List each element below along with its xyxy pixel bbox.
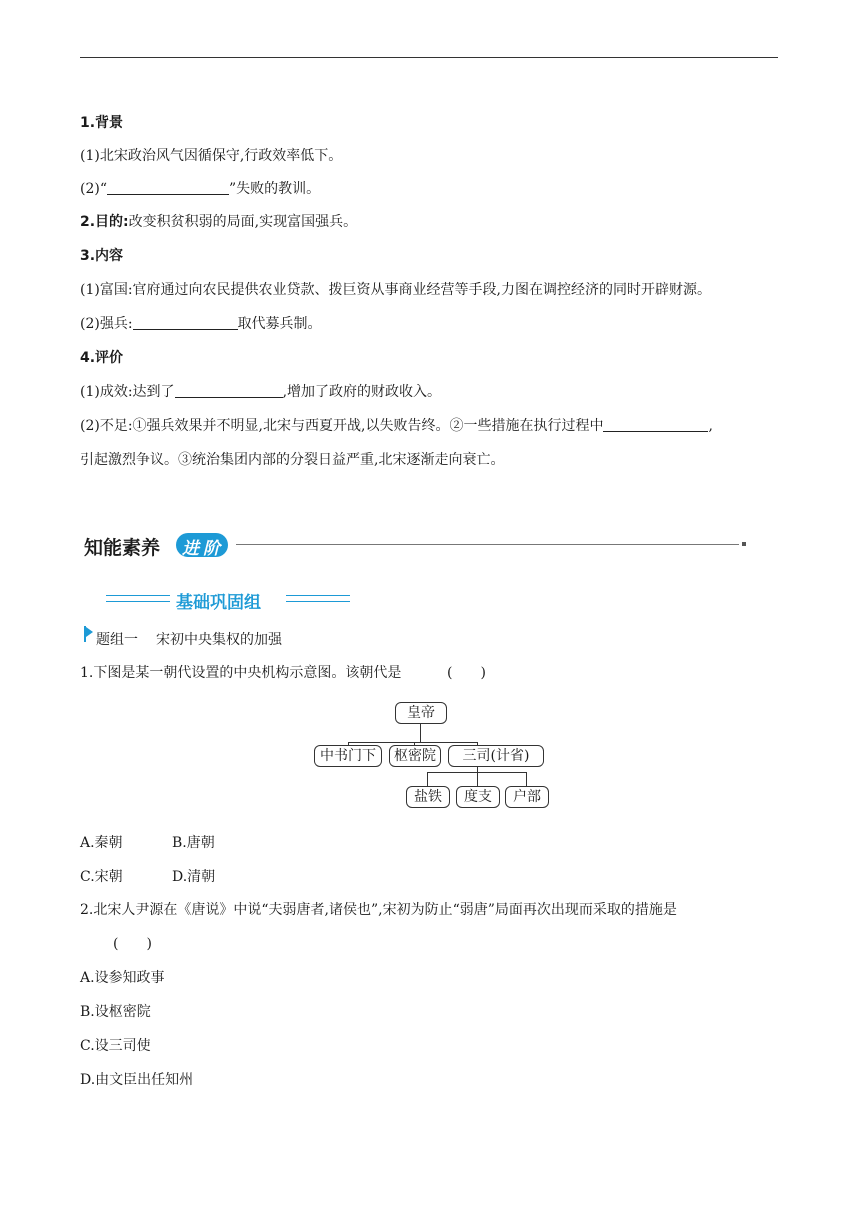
- connector: [427, 772, 527, 773]
- node-sansi: 三司(计省): [448, 745, 544, 767]
- section-badge-char-2: 阶: [203, 539, 220, 559]
- question-2-option-d[interactable]: D.由文臣出任知州: [80, 1072, 194, 1088]
- subtitle: 基础巩固组: [176, 593, 261, 613]
- question-1-option-d[interactable]: D.清朝: [172, 869, 216, 885]
- connector: [526, 772, 527, 786]
- evaluation-heading: 4.评价: [80, 350, 124, 366]
- question-1-option-c[interactable]: C.宋朝: [80, 869, 123, 885]
- question-2-option-c[interactable]: C.设三司使: [80, 1038, 151, 1054]
- question-1-answer-paren[interactable]: ( ): [447, 665, 486, 681]
- question-1-option-b[interactable]: B.唐朝: [172, 835, 215, 851]
- fill-blank[interactable]: [175, 383, 283, 398]
- connector: [420, 723, 421, 743]
- node-duzhi: 度支: [456, 786, 500, 808]
- background-item-2: [80, 178, 320, 198]
- section-badge: [176, 533, 228, 557]
- question-1-option-a[interactable]: A.秦朝: [80, 835, 123, 851]
- content-item-2: [80, 313, 322, 333]
- question-2-answer-paren[interactable]: ( ): [113, 936, 152, 952]
- content-item-2-suffix: 取代募兵制。: [237, 316, 322, 332]
- question-1-stem: 1.下图是某一朝代设置的中央机构示意图。该朝代是: [80, 665, 402, 681]
- fill-blank[interactable]: [603, 417, 708, 432]
- node-shumiyuan: 枢密院: [389, 745, 441, 767]
- node-yantie: 盐铁: [406, 786, 450, 808]
- evaluation-item-1: [80, 381, 441, 401]
- node-hubu: 户部: [505, 786, 549, 808]
- flag-icon-banner: [86, 627, 93, 637]
- content-item-2-prefix: (2)强兵:: [80, 316, 133, 332]
- subtitle-right-rule: [286, 595, 350, 602]
- section-badge-char-1: 进: [182, 539, 199, 559]
- section-divider-end: [742, 542, 746, 546]
- content-heading: 3.内容: [80, 248, 124, 264]
- question-2-option-b[interactable]: B.设枢密院: [80, 1004, 151, 1020]
- evaluation-item-2-prefix: (2)不足:①强兵效果并不明显,北宋与西夏开战,以失败告终。②一些措施在执行过程中: [80, 418, 604, 434]
- fill-blank[interactable]: [107, 180, 229, 195]
- node-emperor: 皇帝: [395, 702, 447, 724]
- background-item-2-prefix: (2)“: [80, 181, 107, 197]
- evaluation-item-1-prefix: (1)成效:达到了: [80, 384, 175, 400]
- header-rule: [80, 57, 778, 58]
- section-title: 知能素养: [84, 537, 161, 559]
- evaluation-item-1-suffix: ,增加了政府的财政收入。: [282, 384, 442, 400]
- background-item-2-suffix: ”失败的教训。: [229, 181, 321, 197]
- group-title: 宋初中央集权的加强: [156, 632, 282, 648]
- purpose-heading: 2.目的:: [80, 214, 129, 230]
- background-item-1: (1)北宋政治风气因循保守,行政效率低下。: [80, 148, 343, 164]
- question-2-option-a[interactable]: A.设参知政事: [80, 970, 165, 986]
- fill-blank[interactable]: [133, 315, 238, 330]
- evaluation-item-2-continued: 引起激烈争议。③统治集团内部的分裂日益严重,北宋逐渐走向衰亡。: [80, 452, 505, 468]
- connector: [477, 767, 478, 786]
- purpose-text: 改变积贫积弱的局面,实现富国强兵。: [128, 214, 358, 230]
- purpose-line: [80, 211, 357, 231]
- connector: [348, 742, 477, 743]
- connector: [427, 772, 428, 786]
- subtitle-left-rule: [106, 595, 170, 602]
- group-label: 题组一: [96, 632, 138, 648]
- background-heading: 1.背景: [80, 115, 124, 131]
- section-divider: [236, 544, 739, 545]
- content-item-1: (1)富国:官府通过向农民提供农业贷款、拨巨资从事商业经营等手段,力图在调控经济的同时开辟财源。: [80, 282, 711, 298]
- node-zhongshu-menxia: 中书门下: [314, 745, 382, 767]
- evaluation-item-2-suffix: ,: [708, 418, 713, 434]
- question-2-stem: 2.北宋人尹源在《唐说》中说“夫弱唐者,诸侯也”,宋初为防止“弱唐”局面再次出现而采取的措施是: [80, 902, 677, 918]
- evaluation-item-2: [80, 415, 713, 435]
